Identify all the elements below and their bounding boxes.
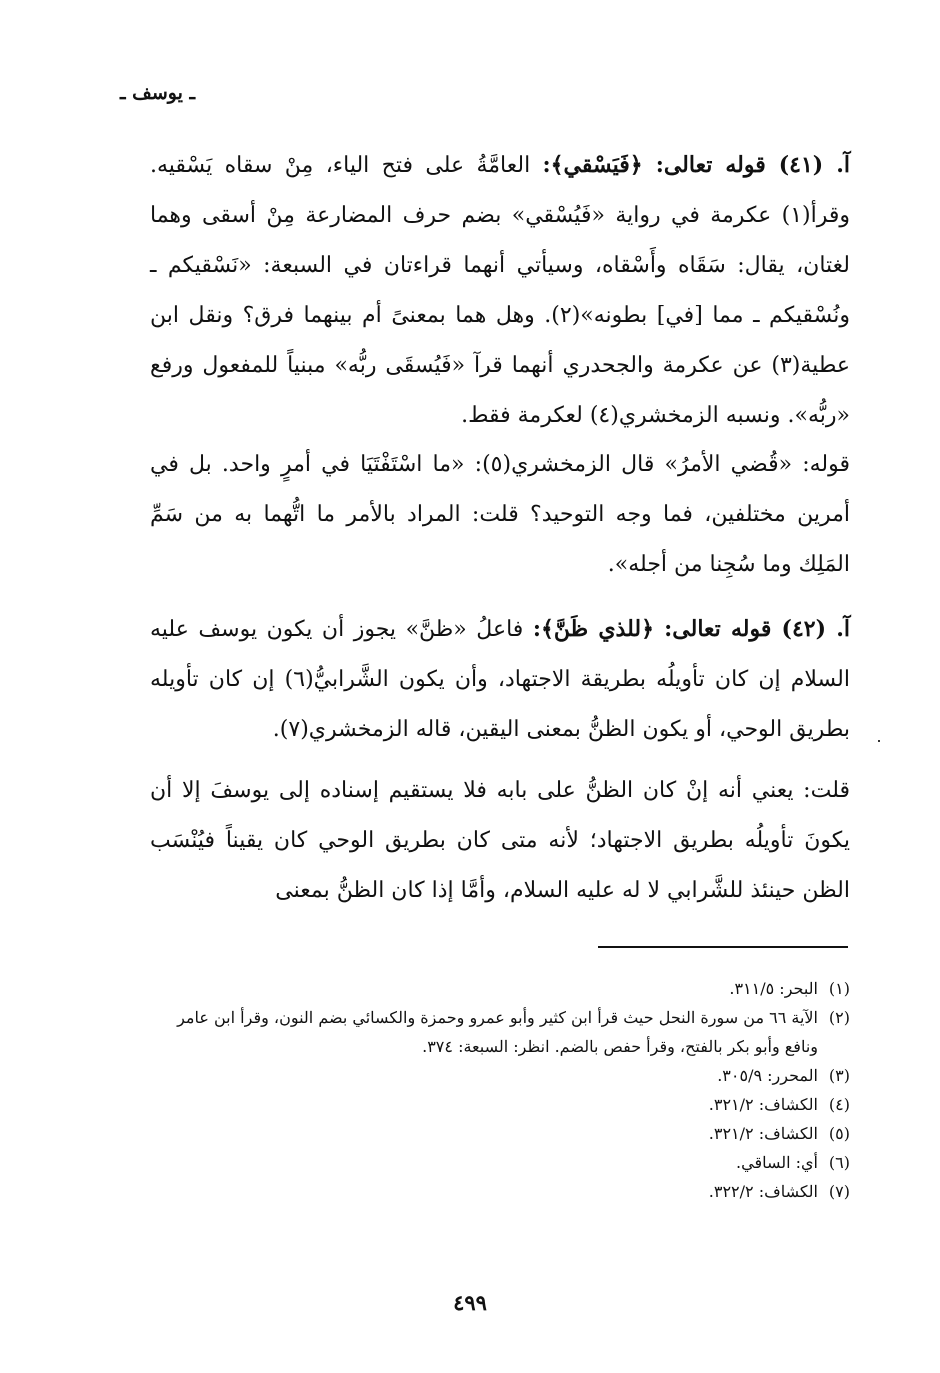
- footnote-text: الكشاف: ٣٢٢/٢.: [708, 1182, 818, 1201]
- footnote-separator: [598, 946, 848, 948]
- footnote-text: المحرر: ٣٠٥/٩.: [717, 1066, 818, 1085]
- footnote-text: الكشاف: ٣٢١/٢.: [708, 1095, 818, 1114]
- paragraph-verse-41: [150, 140, 850, 441]
- footnote-number: (٥): [828, 1124, 850, 1143]
- footnote: [150, 1061, 850, 1090]
- footnote-number: (١): [828, 979, 850, 998]
- footnote: [150, 1148, 850, 1177]
- footnote: [150, 1119, 850, 1148]
- footnote-number: (٣): [828, 1066, 850, 1085]
- footnote-number: (٤): [828, 1095, 850, 1114]
- footnote-text: الآية ٦٦ من سورة النحل حيث قرأ ابن كثير وأبو عمرو وحمزة والكسائي بضم النون، وقرأ ابن عامر ونافع وأبو بكر بالفتح، وقرأ حفص بالضم. انظر: السبعة: ٣٧٤.: [177, 1008, 818, 1056]
- footnote-number: (٢): [828, 1008, 850, 1027]
- paragraph-commentary: [150, 766, 850, 916]
- footnote-text: البحر: ٣١١/٥.: [729, 979, 818, 998]
- paragraph-text: العامَّةُ على فتح الياء، مِنْ سقاه يَسْقيه. وقرأ(١) عكرمة في رواية «فَيُسْقي» بضم حرف المضارعة مِنْ أسقى وهما لغتان، يقال: سَقَاه وأَسْقاه، وسيأتي أنهما قراءتان في السبعة: «نَسْقيكم ـ ونُسْقيكم ـ مما [في] بطونه»(٢). وهل هما بمعنىً أم بينهما فرق؟ ونقل ابن عطية(٣) عن عكرمة والجحدري أنهما قرآ «فَيُسقَى ربُّه» مبنياً للمفعول ورفع «ربُّه». ونسبه الزمخشري(٤) لعكرمة فقط.: [150, 153, 850, 428]
- footnote: [150, 1177, 850, 1206]
- footnote-number: (٦): [828, 1153, 850, 1172]
- paragraph-text: فاعلُ «ظنَّ» يجوز أن يكون يوسف عليه السلام إن كان تأويلُه بطريقة الاجتهاد، وأن يكون الشَّرابيُّ(٦) إن كان تأويله بطريق الوحي، أو يكون الظنُّ بمعنى اليقين، قاله الزمخشري(٧).: [150, 617, 850, 742]
- footnotes: [150, 974, 850, 1206]
- footnote: [150, 1003, 850, 1061]
- paragraph-verse-42: [150, 604, 850, 755]
- paragraph-qudiya-alamr: [150, 440, 850, 590]
- footnote-text: الكشاف: ٣٢١/٢.: [708, 1124, 818, 1143]
- footnote: [150, 1090, 850, 1119]
- footnote-number: (٧): [828, 1182, 850, 1201]
- paragraph-text: قلت: يعني أنه إنْ كان الظنُّ على بابه فلا يستقيم إسناده إلى يوسفَ إلا أن يكونَ تأويلُه بطريق الاجتهاد؛ لأنه متى كان بطريق الوحي كان يقيناً فيُنْسَب الظن حينئذ للشَّرابي لا له عليه السلام، وأمَّا إذا كان الظنُّ بمعنى: [150, 778, 850, 903]
- page-number: ٤٩٩: [453, 1290, 487, 1315]
- verse-heading: آ. (٤١) قوله تعالى: ﴿فَيَسْقي﴾:: [542, 152, 850, 178]
- footnote-text: أي: الساقي.: [736, 1153, 818, 1172]
- paragraph-text: قوله: «قُضي الأمرُ» قال الزمخشري(٥): «ما اسْتَفْتَيَا في أمرٍ واحد. بل في أمرين مختلفين، فما وجه التوحيد؟ قلت: المراد بالأمر ما اتُّهما به من سَمِّ المَلِك وما سُجِنا من أجله».: [150, 452, 850, 577]
- footnote: [150, 974, 850, 1003]
- verse-heading: آ. (٤٢) قوله تعالى: ﴿للذي ظَنَّ﴾:: [532, 616, 850, 642]
- margin-dot: [878, 740, 880, 742]
- running-head: ـ يوسف ـ: [120, 82, 196, 104]
